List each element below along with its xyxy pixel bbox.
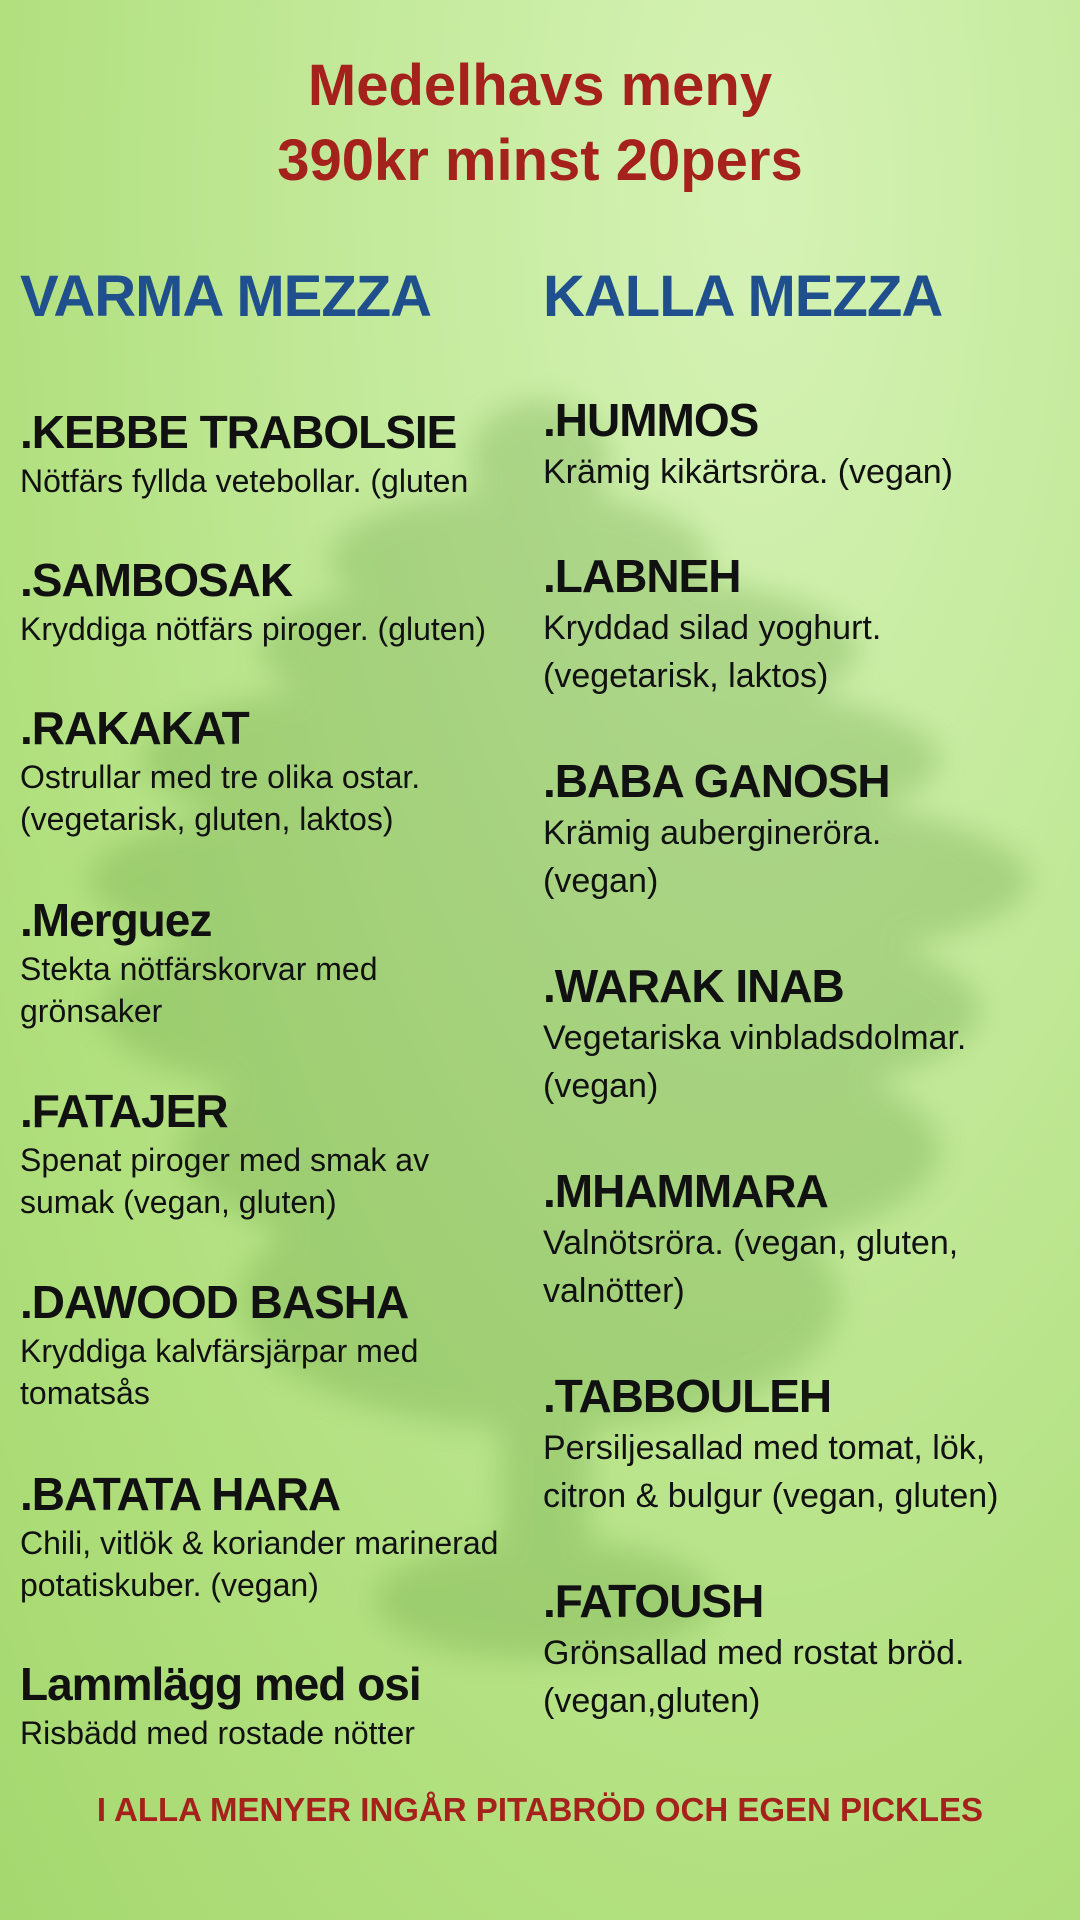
menu-item (20, 1083, 540, 1223)
menu-item (543, 958, 1063, 1110)
item-description: Valnötsröra. (vegan, gluten, valnötter) (543, 1224, 959, 1310)
item-name: .SAMBOSAK (20, 554, 293, 606)
menu-item (543, 392, 1063, 496)
menu-item (20, 1274, 540, 1414)
menu-price: 390kr minst 20pers (277, 128, 803, 193)
item-description: Krämig aubergineröra. (vegan) (543, 814, 882, 900)
item-name: .DAWOOD BASHA (20, 1276, 409, 1328)
item-description: Nötfärs fyllda vetebollar. (gluten (20, 463, 469, 499)
item-description: Persiljesallad med tomat, lök, citron & bulgur (vegan, gluten) (543, 1429, 999, 1515)
item-name: .LABNEH (543, 550, 741, 602)
item-name: .BATATA HARA (20, 1468, 341, 1520)
item-name: .TABBOULEH (543, 1370, 832, 1422)
menu-footer-note: I ALLA MENYER INGÅR PITABRÖD OCH EGEN PICKLES (96, 1791, 984, 1828)
item-description: Chili, vitlök & koriander marinerad potatiskuber. (vegan) (20, 1525, 499, 1603)
varma-mezza-title: VARMA MEZZA (20, 264, 432, 329)
menu-header (0, 48, 1080, 198)
menu-title: Medelhavs meny (307, 53, 773, 118)
item-name: Lammlägg med osi (20, 1658, 421, 1710)
item-description: Vegetariska vinbladsdolmar. (vegan) (543, 1019, 967, 1105)
menu-item (543, 1573, 1063, 1725)
menu-item (543, 1368, 1063, 1520)
item-name: .KEBBE TRABOLSIE (20, 406, 457, 458)
menu-item (20, 700, 540, 840)
kalla-mezza-title: KALLA MEZZA (543, 264, 943, 329)
item-name: .WARAK INAB (543, 960, 844, 1012)
menu-item (20, 552, 540, 650)
menu-item (20, 892, 540, 1032)
item-name: .FATOUSH (543, 1575, 764, 1627)
menu-item (20, 404, 540, 502)
item-name: .HUMMOS (543, 394, 759, 446)
item-name: .FATAJER (20, 1085, 228, 1137)
item-description: Krämig kikärtsröra. (vegan) (543, 453, 954, 491)
item-description: Kryddad silad yoghurt. (vegetarisk, laktos) (543, 609, 882, 695)
item-description: Ostrullar med tre olika ostar. (vegetarisk, gluten, laktos) (20, 759, 421, 837)
item-name: .RAKAKAT (20, 702, 249, 754)
item-description: Risbädd med rostade nötter (20, 1715, 415, 1751)
item-name: .MHAMMARA (543, 1165, 828, 1217)
item-description: Stekta nötfärskorvar med grönsaker (20, 951, 378, 1029)
menu-item (543, 753, 1063, 905)
menu-item (20, 1656, 540, 1754)
item-description: Grönsallad med rostat bröd. (vegan,gluten) (543, 1634, 965, 1720)
menu-item (20, 1466, 540, 1606)
item-description: Kryddiga nötfärs piroger. (gluten) (20, 611, 487, 647)
item-name: .Merguez (20, 894, 212, 946)
item-name: .BABA GANOSH (543, 755, 890, 807)
menu-item (543, 1163, 1063, 1315)
item-description: Kryddiga kalvfärsjärpar med tomatsås (20, 1333, 419, 1411)
menu-item (543, 548, 1063, 700)
item-description: Spenat piroger med smak av sumak (vegan, gluten) (20, 1142, 430, 1220)
